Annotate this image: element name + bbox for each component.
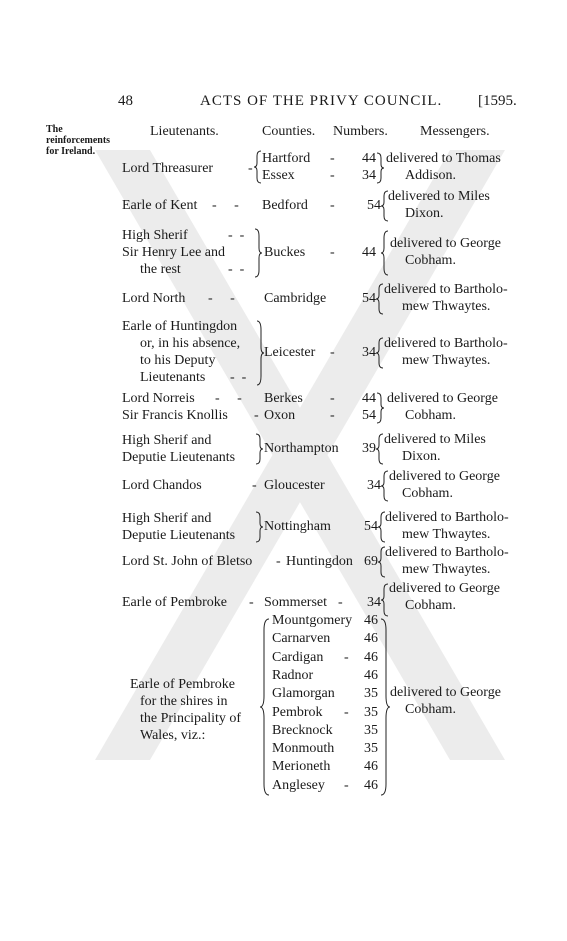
lieutenant-name: Lord Chandos [122, 478, 202, 493]
number-value: 34 [362, 168, 376, 183]
leader-dash: - - [230, 370, 247, 385]
leader-dash: - [330, 168, 335, 183]
lieutenant-name: Earle of Pembroke [122, 595, 227, 610]
messenger-text: delivered to George [389, 581, 500, 596]
county-name: Radnor [272, 667, 314, 683]
leader-dash: - [330, 151, 335, 166]
messenger-text: delivered to Miles [388, 189, 490, 204]
messenger-text: mew Thwaytes. [402, 527, 491, 542]
lieutenant-name: for the shires in [140, 694, 228, 709]
number-value: 54 [364, 519, 378, 534]
number-value: 54 [367, 198, 381, 213]
lieutenant-name: Lord Threasurer [122, 161, 214, 176]
lieutenant-name: Lord St. John of Bletso [122, 554, 253, 569]
leader-dash: - [330, 408, 335, 423]
number-value: 46 [364, 613, 378, 628]
messenger-text: delivered to George [387, 391, 498, 406]
number-value: 46 [364, 667, 378, 683]
county-name: Buckes [264, 245, 306, 260]
leader-dash: - - [212, 198, 239, 213]
county-name: Anglesey [272, 777, 325, 793]
number-value: 34 [367, 478, 381, 493]
number-value: 39 [362, 441, 376, 456]
lieutenant-name: the Principality of [140, 711, 242, 726]
county-name: Mountgomery [272, 613, 353, 628]
number-value: 46 [364, 759, 378, 775]
county-name: Sommerset [264, 595, 327, 610]
leader-dash: - [276, 554, 281, 569]
number-value: 35 [364, 722, 378, 738]
lieutenant-name: Sir Henry Lee and [122, 245, 226, 260]
number-value: 54 [362, 408, 376, 423]
leader-dash: - - [215, 391, 242, 406]
messenger-text: Cobham. [405, 702, 456, 717]
messenger-text: delivered to Thomas [386, 151, 501, 166]
page-number: 48 [118, 93, 133, 109]
lieutenant-name: Lieutenants [140, 370, 206, 385]
messenger-text: delivered to George [390, 685, 501, 700]
lieutenant-name: Earle of Kent [122, 198, 198, 213]
messenger-text: Cobham. [405, 408, 456, 423]
lieutenant-name: High Sherif and [122, 511, 212, 526]
lieutenant-name: Earle of Huntingdon [122, 319, 238, 334]
right-brace [376, 392, 384, 424]
leader-dash: - [338, 595, 343, 610]
messenger-text: delivered to Miles [384, 432, 486, 447]
lieutenant-name: or, in his absence, [140, 336, 241, 351]
lieutenant-name: to his Deputy [140, 353, 216, 368]
lieutenant-name: Sir Francis Knollis [122, 408, 228, 423]
messenger-text: Cobham. [405, 253, 456, 268]
county-name: Berkes [264, 391, 303, 406]
leader-dash: - [344, 704, 349, 720]
lieutenant-name: Lord North [122, 291, 186, 306]
county-name: Hartford [262, 151, 311, 166]
leader-dash: - [254, 408, 259, 423]
left-brace [376, 433, 384, 465]
messenger-text: mew Thwaytes. [402, 353, 491, 368]
county-name: Huntingdon [286, 554, 353, 569]
messenger-text: delivered to George [390, 236, 501, 251]
right-brace [254, 228, 262, 278]
leader-dash: - - [208, 291, 235, 306]
county-name: Glamorgan [272, 686, 335, 702]
county-name: Cambridge [264, 291, 327, 306]
messenger-text: mew Thwaytes. [402, 299, 491, 314]
messenger-text: delivered to Bartholo- [385, 545, 509, 560]
lieutenant-name: High Sherif and [122, 433, 212, 448]
number-value: 69 [364, 554, 378, 569]
number-value: 46 [364, 649, 378, 665]
col-header-lieutenants: Lieutenants. [150, 124, 219, 139]
county-name: Cardigan [272, 649, 324, 665]
margin-note: The reinforcements for Ireland. [46, 124, 111, 157]
leader-dash: - [248, 161, 253, 176]
left-brace [381, 230, 389, 276]
number-value: 35 [364, 686, 378, 702]
left-brace [254, 150, 262, 184]
county-name: Northampton [264, 441, 339, 456]
left-brace [376, 337, 384, 369]
messenger-text: delivered to Bartholo- [384, 282, 508, 297]
number-value: 34 [367, 595, 381, 610]
col-header-counties: Counties. [262, 124, 316, 139]
lieutenant-name: Deputie Lieutenants [122, 528, 236, 543]
county-name: Nottingham [264, 519, 331, 534]
county-name: Brecknock [272, 722, 333, 738]
col-header-numbers: Numbers. [333, 124, 388, 139]
lieutenant-name: Wales, viz.: [140, 728, 206, 743]
leader-dash: - [330, 391, 335, 406]
county-name: Monmouth [272, 741, 335, 757]
county-name: Oxon [264, 408, 296, 423]
leader-dash: - [330, 198, 335, 213]
running-head: ACTS OF THE PRIVY COUNCIL. [200, 93, 443, 109]
lieutenant-name: Lord Norreis [122, 391, 195, 406]
county-name: Gloucester [264, 478, 325, 493]
leader-dash: - [249, 595, 254, 610]
right-brace [380, 618, 390, 796]
messenger-text: delivered to Bartholo- [384, 336, 508, 351]
messenger-text: Dixon. [402, 449, 441, 464]
messenger-text: mew Thwaytes. [402, 562, 491, 577]
leader-dash: - [330, 245, 335, 260]
leader-dash: - - [228, 262, 245, 277]
county-name: Essex [262, 168, 295, 183]
leader-dash: - [344, 777, 349, 793]
number-value: 54 [362, 291, 376, 306]
leader-dash: - - [228, 228, 245, 243]
county-name: Leicester [264, 345, 316, 360]
lieutenant-name: the rest [140, 262, 181, 277]
right-brace [255, 511, 263, 543]
number-value: 44 [362, 151, 376, 166]
year-marker: [1595. [478, 93, 517, 109]
messenger-text: Dixon. [405, 206, 444, 221]
lieutenant-name: High Sherif [122, 228, 188, 243]
number-value: 35 [364, 704, 378, 720]
number-value: 44 [362, 245, 376, 260]
number-value: 46 [364, 777, 378, 793]
county-name: Pembrok [272, 704, 323, 720]
number-value: 44 [362, 391, 376, 406]
left-brace [381, 470, 389, 502]
messenger-text: Addison. [405, 168, 456, 183]
left-brace [376, 283, 384, 315]
county-name: Merioneth [272, 759, 331, 775]
number-value: 35 [364, 741, 378, 757]
messenger-text: delivered to Bartholo- [385, 510, 509, 525]
leader-dash: - [330, 345, 335, 360]
number-value: 34 [362, 345, 376, 360]
messenger-text: Cobham. [405, 598, 456, 613]
right-brace [256, 320, 264, 386]
right-brace [255, 433, 263, 465]
messenger-text: Cobham. [402, 486, 453, 501]
county-name: Bedford [262, 198, 308, 213]
number-value: 46 [364, 631, 378, 647]
county-name: Carnarven [272, 631, 331, 647]
leader-dash: - [252, 478, 257, 493]
right-brace [376, 152, 384, 184]
left-brace [381, 583, 389, 617]
lieutenant-name: Deputie Lieutenants [122, 450, 236, 465]
messenger-text: delivered to George [389, 469, 500, 484]
col-header-messengers: Messengers. [420, 124, 490, 139]
lieutenant-name: Earle of Pembroke [130, 677, 235, 692]
left-brace [260, 618, 270, 796]
leader-dash: - [344, 649, 349, 665]
